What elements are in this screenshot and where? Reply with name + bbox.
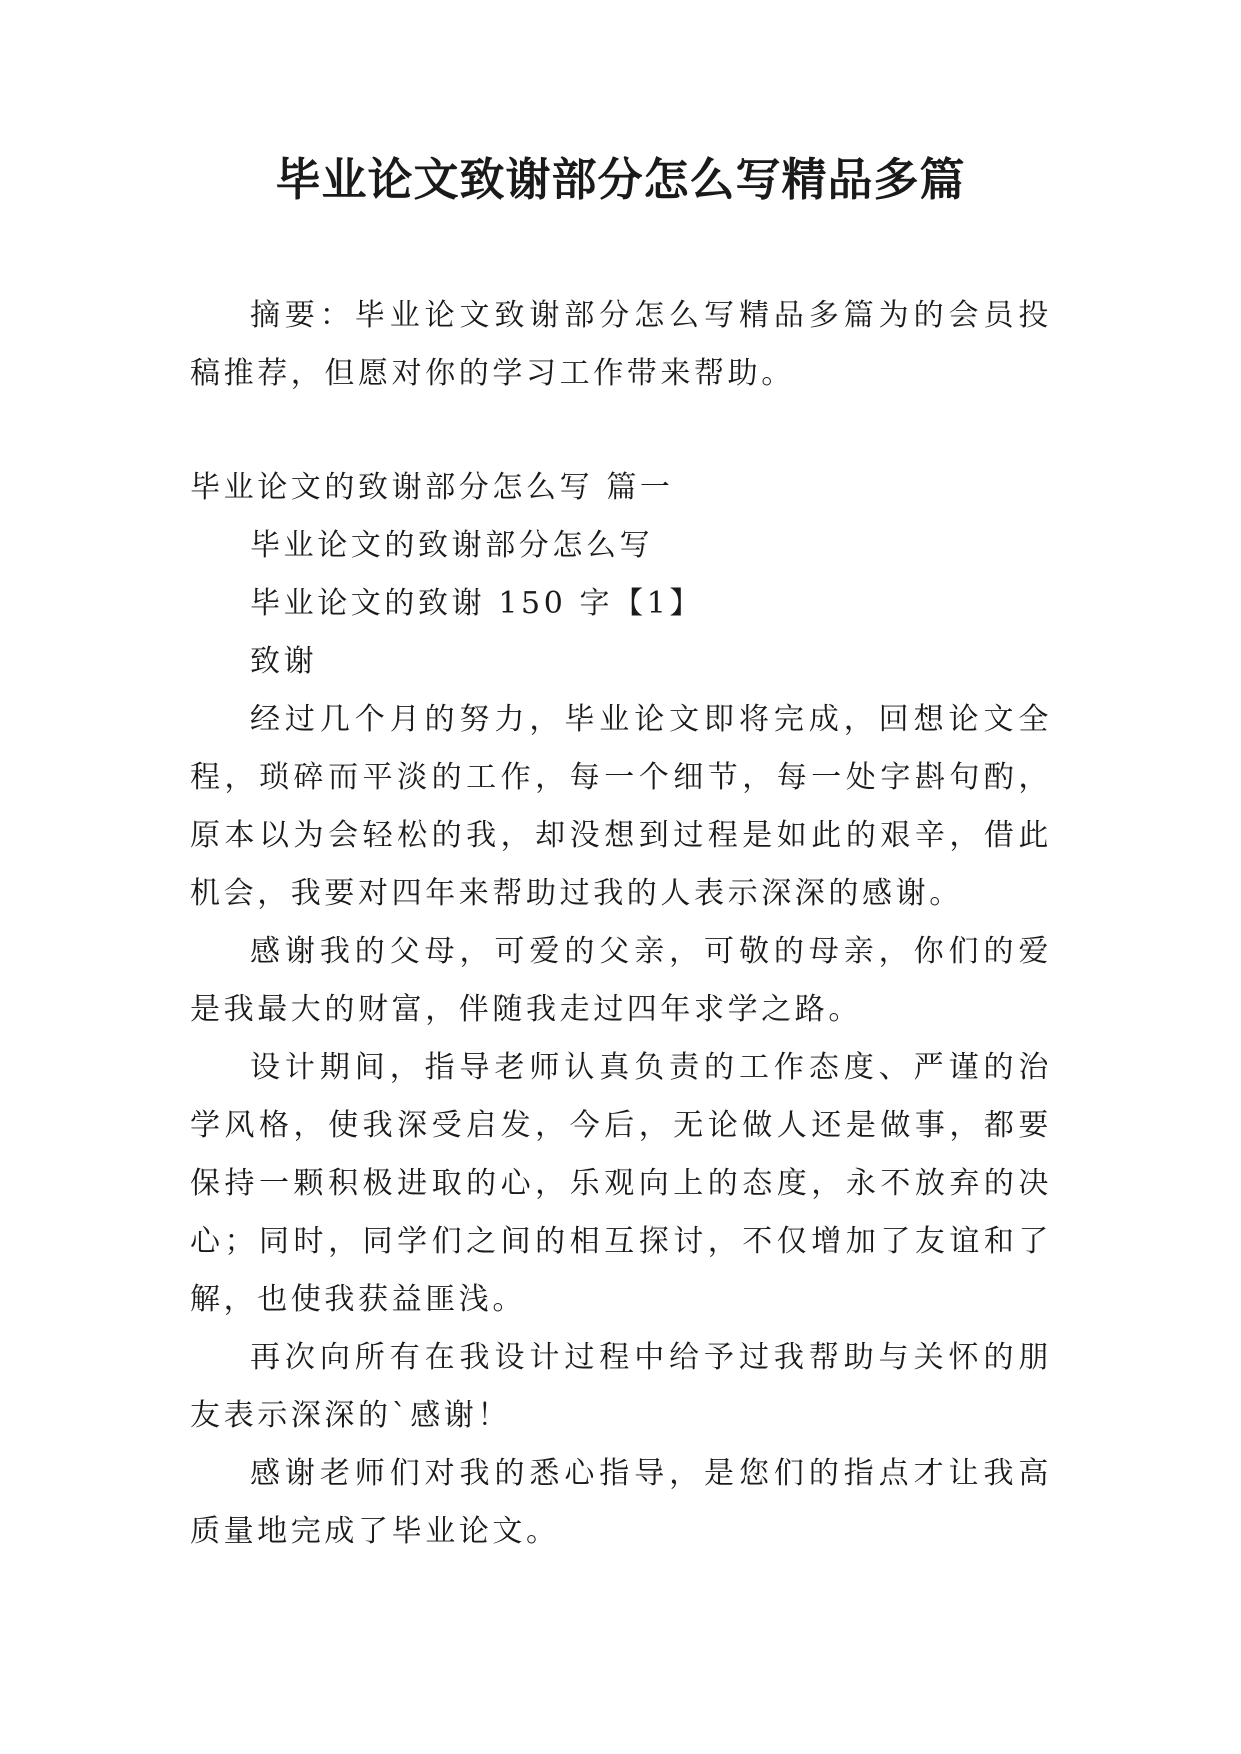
acknowledgement-heading: 致谢 [250,644,318,679]
section-heading: 毕业论文的致谢部分怎么写 篇一 [190,470,674,505]
document-body [190,287,1052,1561]
body-paragraph: 经过几个月的努力，毕业论文即将完成，回想论文全程，琐碎而平淡的工作，每一个细节，每一处字斟句酌，原本以为会轻松的我，却没想到过程是如此的艰辛，借此机会，我要对四年来帮助过我的人表示深深的感谢。 [190,702,1052,911]
body-paragraph: 再次向所有在我设计过程中给予过我帮助与关怀的朋友表示深深的`感谢！ [190,1340,1052,1433]
subtitle: 毕业论文的致谢部分怎么写 [250,528,654,563]
sub-subtitle: 毕业论文的致谢 150 字【1】 [250,586,704,621]
body-paragraph: 设计期间，指导老师认真负责的工作态度、严谨的治学风格，使我深受启发，今后，无论做人还是做事，都要保持一颗积极进取的心，乐观向上的态度，永不放弃的决心；同时，同学们之间的相互探讨，不仅增加了友谊和了解，也使我获益匪浅。 [190,1050,1052,1317]
body-paragraph: 感谢老师们对我的悉心指导，是您们的指点才让我高质量地完成了毕业论文。 [190,1456,1052,1549]
abstract-paragraph: 摘要：毕业论文致谢部分怎么写精品多篇为的会员投稿推荐，但愿对你的学习工作带来帮助。 [190,298,1052,391]
document-title: 毕业论文致谢部分怎么写精品多篇 [275,153,966,206]
body-paragraph: 感谢我的父母，可爱的父亲，可敬的母亲，你们的爱是我最大的财富，伴随我走过四年求学之路。 [190,934,1052,1027]
